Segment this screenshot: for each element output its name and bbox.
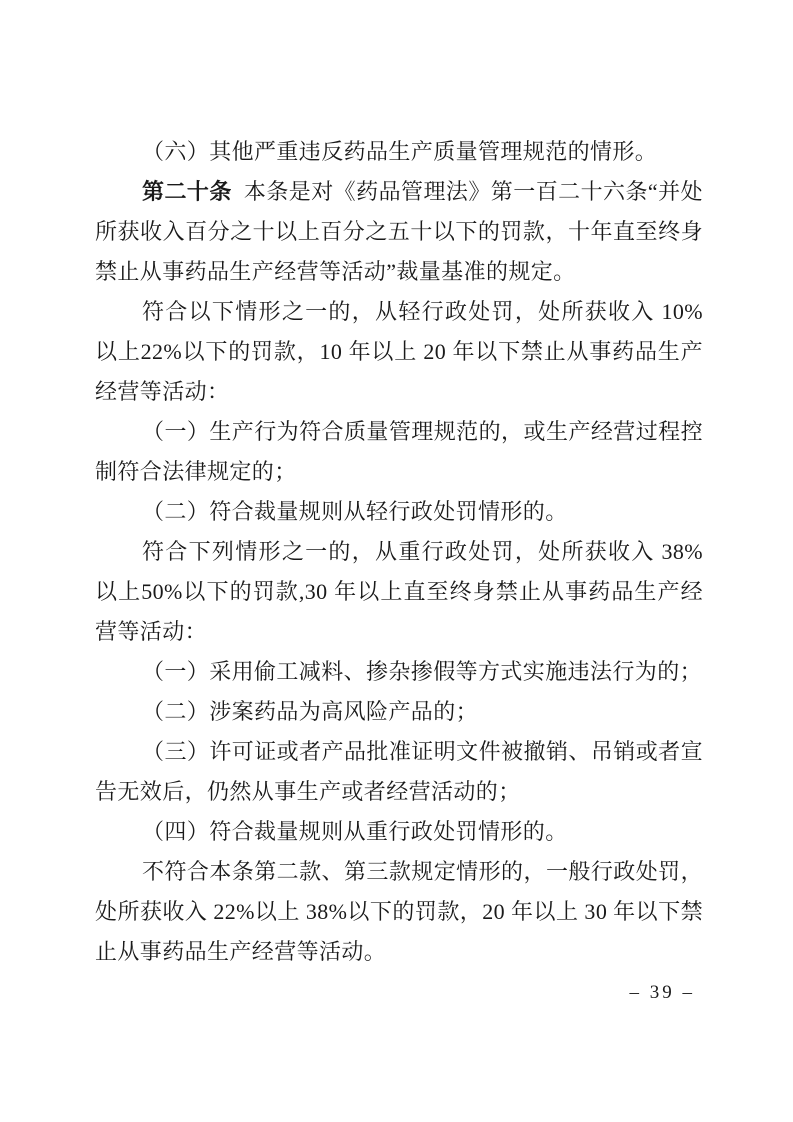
paragraph: （二）涉案药品为高风险产品的； — [142, 699, 479, 724]
document-body — [95, 132, 703, 972]
paragraph: （四）符合裁量规则从重行政处罚情形的。 — [142, 819, 568, 844]
article-number: 第二十条 — [142, 179, 232, 204]
paragraph: （一）采用偷工减料、掺杂掺假等方式实施违法行为的； — [142, 659, 703, 684]
page-footer — [630, 981, 696, 1005]
paragraph: 符合以下情形之一的，从轻行政处罚，处所获收入 10%以上22%以下的罚款，10 年以上 20 年以下禁止从事药品生产经营等活动： — [95, 299, 703, 404]
paragraph: （三）许可证或者产品批准证明文件被撤销、吊销或者宣告无效后，仍然从事生产或者经营活动的； — [95, 739, 703, 804]
paragraph: 符合下列情形之一的，从重行政处罚，处所获收入 38%以上50%以下的罚款,30 年以上直至终身禁止从事药品生产经营等活动： — [95, 539, 703, 644]
paragraph: （二）符合裁量规则从轻行政处罚情形的。 — [142, 499, 568, 524]
paragraph: 不符合本条第二款、第三款规定情形的，一般行政处罚，处所获收入 22%以上 38%以下的罚款，20 年以上 30 年以下禁止从事药品生产经营等活动。 — [95, 859, 703, 964]
paragraph: （一）生产行为符合质量管理规范的，或生产经营过程控制符合法律规定的； — [95, 419, 703, 484]
paragraph: 第二十条 本条是对《药品管理法》第一百二十六条“并处所获收入百分之十以上百分之五十以下的罚款，十年直至终身禁止从事药品生产经营等活动”裁量基准的规定。 — [95, 179, 703, 284]
paragraph: （六）其他严重违反药品生产质量管理规范的情形。 — [142, 139, 658, 164]
page-number: – 39 – — [629, 982, 695, 1003]
